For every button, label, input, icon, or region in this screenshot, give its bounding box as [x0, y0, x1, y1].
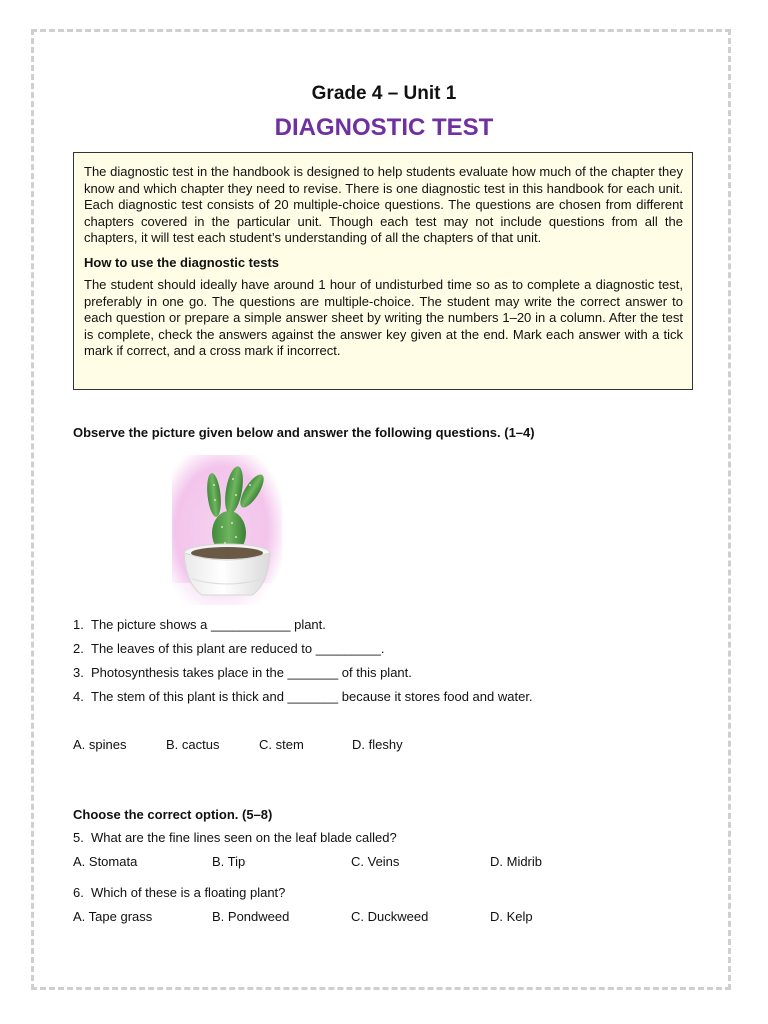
question-text: Which of these is a floating plant? [91, 885, 286, 900]
question-number: 2. [73, 641, 84, 656]
question-6 [73, 885, 285, 900]
option-a: A. Tape grass [73, 909, 153, 924]
option-d: D. Midrib [490, 854, 543, 869]
option-a: A. Stomata [73, 854, 138, 869]
question-text: Photosynthesis takes place in the _______ of this plant. [91, 665, 412, 680]
option-d: D. fleshy [352, 737, 403, 752]
question-number: 5. [73, 830, 84, 845]
question-text: The stem of this plant is thick and _______ because it stores food and water. [91, 689, 533, 704]
option-b: B. Tip [212, 854, 246, 869]
question-text: What are the fine lines seen on the leaf blade called? [91, 830, 397, 845]
options-q6 [73, 909, 533, 924]
question-item [73, 689, 533, 713]
page-title: DIAGNOSTIC TEST [274, 114, 494, 141]
option-c: C. stem [259, 737, 304, 752]
question-5 [73, 830, 397, 845]
question-number: 3. [73, 665, 84, 680]
question-number: 1. [73, 617, 84, 632]
cactus-image [172, 455, 282, 605]
question-number: 6. [73, 885, 84, 900]
question-number: 4. [73, 689, 84, 704]
intro-box [73, 152, 693, 390]
grade-unit-heading: Grade 4 – Unit 1 [311, 83, 457, 104]
option-b: B. cactus [166, 737, 220, 752]
option-d: D. Kelp [490, 909, 533, 924]
howto-paragraph: The student should ideally have around 1 hour of undisturbed time so as to complete a diagnostic test, preferably in one go. The questions are multiple-choice. The student may write the correct answer to each question or prepare a simple answer sheet by writing the numbers 1–20 in a column. After the test is complete, check the answers against the answer key given at the end. Mark each answer with a tick mark if correct, and a cross mark if incorrect. [84, 277, 683, 358]
intro-paragraph: The diagnostic test in the handbook is designed to help students evaluate how much of the chapter they know and which chapter they need to revise. There is one diagnostic test in this handbook for each unit. Each diagnostic test consists of 20 multiple-choice questions. The questions are chosen from different chapters covered in the particular unit. Though each test may not include questions from all the chapters, it will test each student’s understanding of all the chapters of that unit. [84, 164, 683, 245]
question-item [73, 641, 533, 665]
question-item [73, 617, 533, 641]
option-c: C. Veins [351, 854, 400, 869]
question-text: The picture shows a ___________ plant. [91, 617, 326, 632]
section2-heading: Choose the correct option. (5–8) [73, 807, 273, 822]
options-q5 [73, 854, 542, 869]
option-a: A. spines [73, 737, 127, 752]
howto-heading: How to use the diagnostic tests [84, 254, 280, 270]
question-item [73, 665, 533, 689]
options-1-4 [73, 737, 403, 752]
question-list-1-4 [73, 617, 533, 713]
question-text: The leaves of this plant are reduced to _________. [91, 641, 385, 656]
option-b: B. Pondweed [212, 909, 290, 924]
option-c: C. Duckweed [351, 909, 429, 924]
section1-heading: Observe the picture given below and answer the following questions. (1–4) [73, 425, 535, 440]
